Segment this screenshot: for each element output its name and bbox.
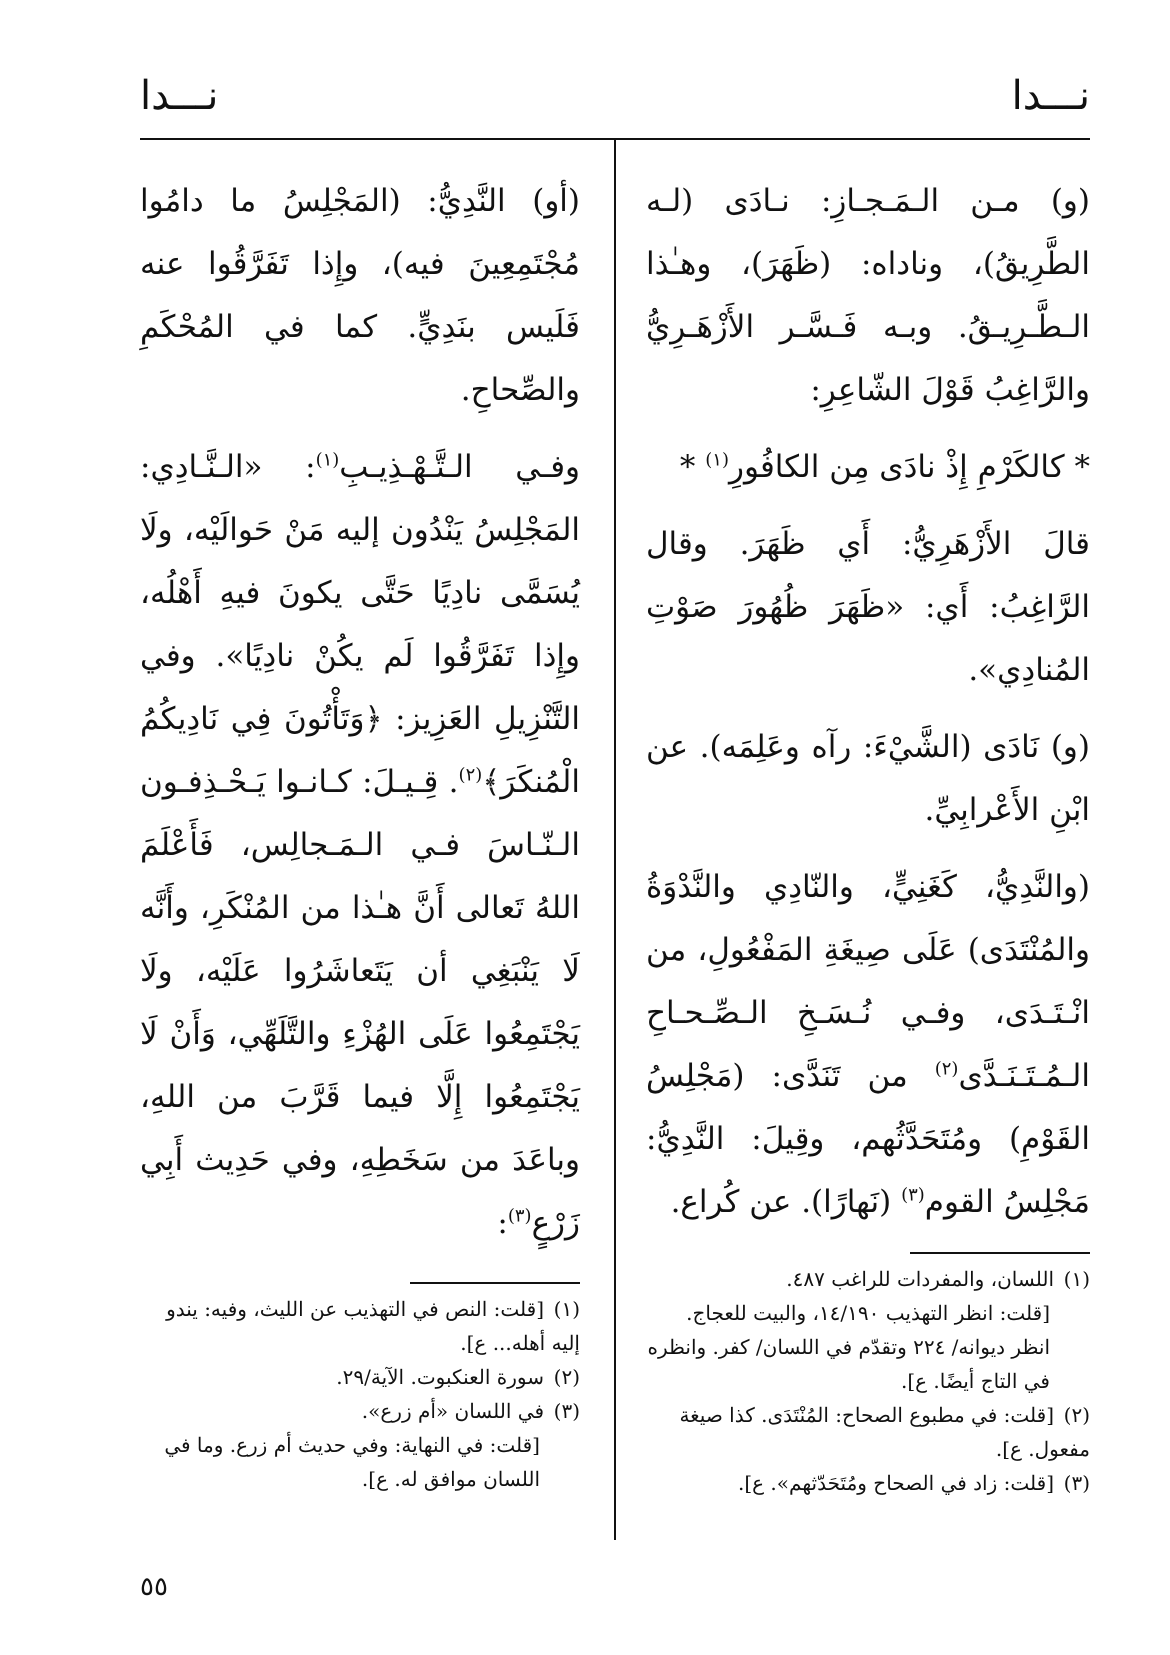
footnote	[140, 1394, 580, 1428]
right-paragraph-4-part-2: من تَنَدَّى: (مَجْلِسُ القَوْمِ) ومُتَحَدَّثُهم، وقِيلَ: النَّدِيُّ: مَجْلِسُ القوم	[646, 1058, 1090, 1220]
right-column	[646, 170, 1090, 1248]
verse-text: * كالكَرْمِ إِذْ نادَى مِن الكافُورِ	[728, 449, 1090, 485]
footnote-number: (٣)	[553, 1399, 580, 1423]
left-paragraph-2-part-1: وفـي الـتَّـهْـذِيـبِ	[339, 449, 580, 485]
right-paragraph-1: (و) مـن الـمَـجـازِ: نـادَى (لـه الطَّرِيقُ)، وناداه: (ظَهَرَ)، وهـٰذا الـطَّـرِيـقُ. وبـه فَـسَّـر الأَزْهَـرِيُّ والرَّاغِبُ قَوْلَ الشّاعِرِ:	[646, 183, 1090, 408]
left-paragraph-2-part-2: : «الـنَّـادِي: المَجْلِسُ يَنْدُون إليه مَنْ حَوالَيْه، ولَا يُسَمَّى نادِيًا حَتَّى يكونَ فيهِ أَهْلُه، وإِذا تَفَرَّقُوا لَم يكُنْ نادِيًا». وفي التَّنْزِيلِ العَزِيز: ﴿وَتَأْتُونَ فِي نَادِيكُمُ الْمُنكَرَ﴾	[140, 449, 580, 800]
right-paragraph-2: قالَ الأَزْهَرِيُّ: أَي ظَهَرَ. وقال الرَّاغِبُ: أَي: «ظَهَرَ ظُهُورَ صَوْتِ المُنادِي».	[646, 526, 1090, 688]
footnote-text: [قلت: النص في التهذيب عن الليث، وفيه: يندو إليه أهله... ع].	[166, 1297, 580, 1355]
left-paragraph-2-part-3: . قِـيـلَ: كـانـوا يَـحْـذِفـون الـنّـاسَ فـي الـمَـجالِس، فَأَعْلَمَ اللهُ تَعالى أَنَّ هـٰذا من المُنْكَرِ، وأَنَّه لَا يَنْبَغِي أن يَتَعاشَرُوا عَلَيْه، ولَا يَجْتَمِعُوا عَلَى الهُزْءِ والتَّلَهِّي، وَأَنْ لَا يَجْتَمِعُوا إِلَّا فيما قَرَّبَ من اللهِ، وباعَدَ من سَخَطِهِ، وفي حَدِيث أَبِي زَرْعٍ	[140, 764, 580, 1241]
footnote-number: (١)	[1063, 1267, 1090, 1291]
footnote-text: [قلت: انظر التهذيب ١٤/١٩٠، والبيت للعجاج. انظر ديوانه/ ٢٢٤ وتقدّم في اللسان/ كفر. وانظره في التاج أيضًا. ع].	[647, 1301, 1050, 1393]
footnote-mark: (٢)	[458, 764, 483, 786]
left-column	[140, 170, 580, 1269]
verse-line	[646, 436, 1090, 499]
footnote	[140, 1360, 580, 1394]
footnote-mark: (٣)	[901, 1184, 925, 1206]
header-title-left: نـــدا	[140, 73, 219, 119]
footnote-text: سورة العنكبوت. الآية/٢٩.	[336, 1365, 544, 1389]
footnotes-left	[140, 1292, 580, 1496]
left-paragraph-1: (أو) النَّدِيُّ: (المَجْلِسُ ما دامُوا مُجْتَمِعِينَ فيه)، وإِذا تَفَرَّقُوا عنه فَلَيس بنَدِيٍّ. كما في المُحْكَمِ والصِّحاحِ.	[140, 183, 580, 408]
footnote	[646, 1296, 1090, 1398]
right-paragraph-4-part-1: (والنَّدِيُّ، كَغَنِيٍّ، والنّادِي والنَّدْوَةُ والمُنْتَدَى) عَلَى صِيغَةِ المَفْعُولِ، من انْـتَـدَى، وفـي نُـسَـخِ الـصِّـحـاحِ الـمُـتَـنَـدَّى	[646, 869, 1090, 1094]
footnote-mark: (١)	[315, 449, 340, 471]
footnote-text: في اللسان «أم زرع».	[361, 1399, 544, 1423]
left-paragraph-2-part-4: :	[497, 1205, 508, 1241]
footnote-number: (٣)	[1063, 1471, 1090, 1495]
left-paragraph-2	[140, 436, 580, 1255]
footnote-rule-left	[410, 1282, 580, 1284]
footnote	[646, 1398, 1090, 1466]
footnote-text: [قلت: في مطبوع الصحاح: المُنْتَدَى. كذا صيغة مفعول. ع].	[679, 1403, 1090, 1461]
footnote	[140, 1292, 580, 1360]
footnote	[140, 1428, 580, 1496]
footnote-number: (١)	[553, 1297, 580, 1321]
header-title-right: نـــدا	[1011, 73, 1090, 119]
right-paragraph-3: (و) نَادَى (الشَّيْءَ: رآه وعَلِمَه). عن ابْنِ الأَعْرابِيِّ.	[646, 729, 1090, 828]
footnote-mark: (٣)	[507, 1205, 532, 1227]
page-number: ٥٥	[140, 1572, 168, 1602]
column-divider	[614, 140, 616, 1540]
footnote-number: (٢)	[1063, 1403, 1090, 1427]
verse-end-mark: *	[679, 449, 706, 485]
footnote	[646, 1262, 1090, 1296]
footnote-mark: (٢)	[934, 1058, 959, 1080]
footnote-mark: (١)	[705, 449, 729, 471]
footnotes-right	[646, 1262, 1090, 1500]
footnote	[646, 1466, 1090, 1500]
right-paragraph-4-part-3: (نَهارًا). عن كُراع.	[670, 1184, 902, 1220]
footnote-text: [قلت: في النهاية: وفي حديث أم زرع. وما في اللسان موافق له. ع].	[164, 1433, 540, 1491]
right-paragraph-4	[646, 856, 1090, 1234]
footnote-number: (٢)	[553, 1365, 580, 1389]
footnote-text: [قلت: زاد في الصحاح ومُتَحَدّثهم». ع].	[737, 1471, 1054, 1495]
footnote-text: اللسان، والمفردات للراغب ٤٨٧.	[786, 1267, 1054, 1291]
footnote-rule-right	[910, 1252, 1090, 1254]
